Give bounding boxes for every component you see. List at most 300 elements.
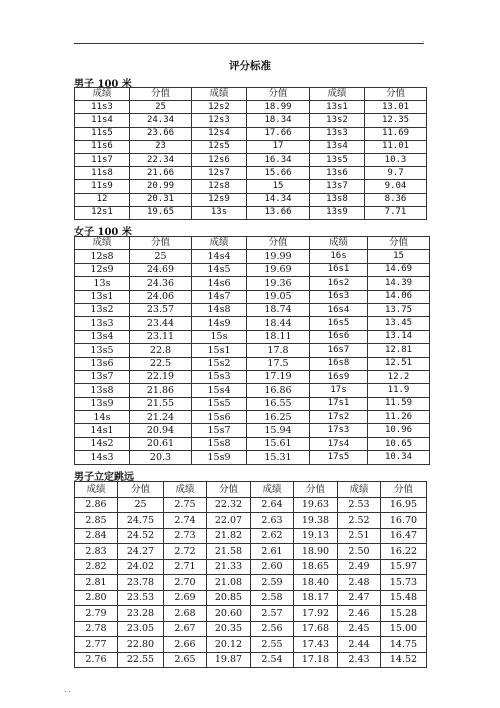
table-cell: 14s3 — [75, 451, 130, 464]
table-cell: 17s2 — [310, 411, 368, 424]
table-cell: 20.35 — [207, 621, 251, 637]
column-header: 成绩 — [75, 88, 130, 101]
table-cell: 15.28 — [381, 606, 427, 622]
table-row — [75, 575, 427, 591]
table-header-row — [75, 237, 430, 250]
table-cell: 21.66 — [130, 167, 192, 180]
table-cell: 14s — [75, 411, 130, 424]
table-cell: 21.82 — [207, 528, 251, 544]
table-cell: 18.65 — [294, 559, 338, 575]
column-header: 分值 — [368, 237, 430, 250]
table-cell: 13s — [192, 206, 247, 219]
table-row — [75, 140, 427, 153]
table-cell: 2.44 — [338, 637, 381, 653]
table-row — [75, 303, 430, 316]
table-cell: 2.86 — [75, 497, 118, 513]
table-cell: 17s4 — [310, 437, 368, 450]
table-cell: 2.78 — [75, 621, 118, 637]
table-cell: 2.55 — [251, 637, 294, 653]
column-header: 分值 — [118, 482, 164, 498]
table-cell: 17s5 — [310, 451, 368, 464]
table-cell: 17.18 — [294, 652, 338, 668]
table-cell: 22.19 — [130, 370, 192, 383]
table-cell: 2.51 — [338, 528, 381, 544]
table-cell: 2.70 — [164, 575, 207, 591]
table-cell: 23.05 — [118, 621, 164, 637]
table-row — [75, 101, 427, 114]
table-cell: 21.08 — [207, 575, 251, 591]
table-cell: 16s5 — [310, 317, 368, 330]
table-cell: 15 — [247, 180, 310, 193]
table-cell: 12s4 — [192, 127, 247, 140]
table-cell: 11s8 — [75, 167, 130, 180]
female-100m-label: 女子 100 米 — [74, 227, 132, 238]
table-row — [75, 180, 427, 193]
table-row — [75, 437, 430, 450]
table-cell: 11.01 — [365, 140, 427, 153]
table-cell: 16s3 — [310, 290, 368, 303]
table-cell: 19.69 — [247, 263, 310, 276]
table-row — [75, 606, 427, 622]
table-cell: 24.75 — [118, 513, 164, 529]
column-header: 成绩 — [310, 88, 365, 101]
table-cell: 11.9 — [368, 384, 430, 397]
table-cell: 13s6 — [75, 357, 130, 370]
table-cell: 2.43 — [338, 652, 381, 668]
table-cell: 13s4 — [310, 140, 365, 153]
table-cell: 18.44 — [247, 317, 310, 330]
table-cell: 15s8 — [192, 437, 247, 450]
page-title: 评分标准 — [229, 60, 271, 72]
table-row — [75, 397, 430, 410]
table-cell: 22.8 — [130, 344, 192, 357]
table-cell: 13s7 — [75, 370, 130, 383]
table-cell: 2.59 — [251, 575, 294, 591]
table-row — [75, 652, 427, 668]
table-cell: 2.58 — [251, 590, 294, 606]
table-cell: 13s9 — [310, 206, 365, 219]
female-100m-table — [74, 236, 430, 465]
table-cell: 20.85 — [207, 590, 251, 606]
table-cell: 19.13 — [294, 528, 338, 544]
table-cell: 2.54 — [251, 652, 294, 668]
column-header: 分值 — [207, 482, 251, 498]
table-cell: 15s — [192, 330, 247, 343]
table-row — [75, 290, 430, 303]
table-cell: 2.72 — [164, 544, 207, 560]
column-header: 成绩 — [164, 482, 207, 498]
table-row — [75, 451, 430, 464]
table-cell: 2.52 — [338, 513, 381, 529]
table-cell: 16.86 — [247, 384, 310, 397]
table-cell: 14.34 — [247, 193, 310, 206]
table-cell: 19.38 — [294, 513, 338, 529]
table-cell: 10.34 — [368, 451, 430, 464]
table-cell: 10.3 — [365, 153, 427, 166]
table-cell: 18.34 — [247, 114, 310, 127]
table-cell: 13s6 — [310, 167, 365, 180]
table-cell: 15.31 — [247, 451, 310, 464]
column-header: 分值 — [294, 482, 338, 498]
table-cell: 11.69 — [365, 127, 427, 140]
table-cell: 21.24 — [130, 411, 192, 424]
table-cell: 19.65 — [130, 206, 192, 219]
table-cell: 2.73 — [164, 528, 207, 544]
column-header: 分值 — [130, 237, 192, 250]
table-cell: 17s1 — [310, 397, 368, 410]
table-cell: 15s6 — [192, 411, 247, 424]
table-cell: 18.17 — [294, 590, 338, 606]
table-cell: 12s5 — [192, 140, 247, 153]
table-cell: 15.97 — [381, 559, 427, 575]
table-cell: 24.52 — [118, 528, 164, 544]
column-header: 成绩 — [75, 482, 118, 498]
table-cell: 2.82 — [75, 559, 118, 575]
table-cell: 13s7 — [310, 180, 365, 193]
table-cell: 20.31 — [130, 193, 192, 206]
table-cell: 13s4 — [75, 330, 130, 343]
table-cell: 25 — [118, 497, 164, 513]
table-cell: 24.06 — [130, 290, 192, 303]
table-cell: 20.61 — [130, 437, 192, 450]
table-cell: 10.65 — [368, 437, 430, 450]
table-header-row — [75, 88, 427, 101]
table-row — [75, 114, 427, 127]
table-cell: 16.47 — [381, 528, 427, 544]
table-cell: 13s3 — [310, 127, 365, 140]
table-row — [75, 528, 427, 544]
table-cell: 18.74 — [247, 303, 310, 316]
table-cell: 11.59 — [368, 397, 430, 410]
table-cell: 11s9 — [75, 180, 130, 193]
table-cell: 22.5 — [130, 357, 192, 370]
table-cell: 12s6 — [192, 153, 247, 166]
table-cell: 2.53 — [338, 497, 381, 513]
male-100m-table — [74, 87, 427, 220]
table-cell: 14.06 — [368, 290, 430, 303]
male-100m-label: 男子 100 米 — [74, 79, 132, 90]
table-cell: 14.75 — [381, 637, 427, 653]
table-cell: 17.19 — [247, 370, 310, 383]
table-cell: 14s9 — [192, 317, 247, 330]
table-cell: 2.71 — [164, 559, 207, 575]
table-row — [75, 330, 430, 343]
table-cell: 15s2 — [192, 357, 247, 370]
table-cell: 2.61 — [251, 544, 294, 560]
table-row — [75, 513, 427, 529]
table-cell: 19.63 — [294, 497, 338, 513]
header-mark: . — [422, 36, 425, 44]
table-cell: 12s2 — [192, 101, 247, 114]
table-row — [75, 357, 430, 370]
table-cell: 11s3 — [75, 101, 130, 114]
table-cell: 20.12 — [207, 637, 251, 653]
table-cell: 24.34 — [130, 114, 192, 127]
table-cell: 17.8 — [247, 344, 310, 357]
table-cell: 17.43 — [294, 637, 338, 653]
table-cell: 2.76 — [75, 652, 118, 668]
table-cell: 15s9 — [192, 451, 247, 464]
table-cell: 19.05 — [247, 290, 310, 303]
table-cell: 21.33 — [207, 559, 251, 575]
table-cell: 13s8 — [75, 384, 130, 397]
table-cell: 14s1 — [75, 424, 130, 437]
table-cell: 15.48 — [381, 590, 427, 606]
table-cell: 19.99 — [247, 250, 310, 263]
column-header: 成绩 — [251, 482, 294, 498]
table-cell: 2.74 — [164, 513, 207, 529]
table-row — [75, 277, 430, 290]
table-cell: 21.58 — [207, 544, 251, 560]
table-cell: 17s — [310, 384, 368, 397]
table-cell: 13.75 — [368, 303, 430, 316]
table-cell: 9.7 — [365, 167, 427, 180]
table-cell: 14s6 — [192, 277, 247, 290]
table-cell: 2.63 — [251, 513, 294, 529]
table-cell: 2.64 — [251, 497, 294, 513]
table-cell: 15.00 — [381, 621, 427, 637]
table-cell: 14.39 — [368, 277, 430, 290]
table-cell: 2.81 — [75, 575, 118, 591]
table-cell: 23.53 — [118, 590, 164, 606]
table-cell: 11s5 — [75, 127, 130, 140]
table-cell: 23.78 — [118, 575, 164, 591]
table-cell: 17.92 — [294, 606, 338, 622]
table-cell: 16.25 — [247, 411, 310, 424]
table-cell: 11s4 — [75, 114, 130, 127]
table-cell: 13s2 — [75, 303, 130, 316]
table-row — [75, 263, 430, 276]
male-long-jump-table — [74, 481, 427, 668]
table-cell: 2.75 — [164, 497, 207, 513]
column-header: 分值 — [130, 88, 192, 101]
table-cell: 16.70 — [381, 513, 427, 529]
column-header: 成绩 — [192, 237, 247, 250]
table-row — [75, 206, 427, 219]
table-cell: 2.77 — [75, 637, 118, 653]
table-cell: 18.99 — [247, 101, 310, 114]
table-cell: 11s7 — [75, 153, 130, 166]
table-row — [75, 193, 427, 206]
table-cell: 2.50 — [338, 544, 381, 560]
table-cell: 14s8 — [192, 303, 247, 316]
table-row — [75, 370, 430, 383]
table-row — [75, 621, 427, 637]
table-row — [75, 559, 427, 575]
table-cell: 25 — [130, 250, 192, 263]
table-cell: 11.26 — [368, 411, 430, 424]
male-long-jump-label: 男子立定跳远 — [74, 472, 134, 483]
table-cell: 16.95 — [381, 497, 427, 513]
table-cell: 2.85 — [75, 513, 118, 529]
table-cell: 13s2 — [310, 114, 365, 127]
table-cell: 8.36 — [365, 193, 427, 206]
table-cell: 13.66 — [247, 206, 310, 219]
table-cell: 24.27 — [118, 544, 164, 560]
table-cell: 16s9 — [310, 370, 368, 383]
table-cell: 11s6 — [75, 140, 130, 153]
table-cell: 16s8 — [310, 357, 368, 370]
table-row — [75, 411, 430, 424]
table-cell: 20.3 — [130, 451, 192, 464]
table-cell: 2.56 — [251, 621, 294, 637]
table-cell: 14.69 — [368, 263, 430, 276]
table-cell: 12s1 — [75, 206, 130, 219]
column-header: 分值 — [381, 482, 427, 498]
table-cell: 12s8 — [192, 180, 247, 193]
table-cell: 17.66 — [247, 127, 310, 140]
table-cell: 2.60 — [251, 559, 294, 575]
table-cell: 15s4 — [192, 384, 247, 397]
table-cell: 17 — [247, 140, 310, 153]
table-cell: 22.55 — [118, 652, 164, 668]
table-row — [75, 497, 427, 513]
table-cell: 10.96 — [368, 424, 430, 437]
table-cell: 13s1 — [310, 101, 365, 114]
table-cell: 21.86 — [130, 384, 192, 397]
table-cell: 23.66 — [130, 127, 192, 140]
table-cell: 22.80 — [118, 637, 164, 653]
table-cell: 20.60 — [207, 606, 251, 622]
table-cell: 15s5 — [192, 397, 247, 410]
table-cell: 15s1 — [192, 344, 247, 357]
table-cell: 14s4 — [192, 250, 247, 263]
table-cell: 12s9 — [192, 193, 247, 206]
table-cell: 13s — [75, 277, 130, 290]
table-cell: 9.04 — [365, 180, 427, 193]
table-cell: 16s1 — [310, 263, 368, 276]
table-cell: 14s2 — [75, 437, 130, 450]
table-row — [75, 344, 430, 357]
column-header: 成绩 — [75, 237, 130, 250]
table-cell: 2.84 — [75, 528, 118, 544]
table-cell: 24.02 — [118, 559, 164, 575]
table-cell: 24.69 — [130, 263, 192, 276]
table-cell: 15.66 — [247, 167, 310, 180]
table-row — [75, 384, 430, 397]
table-cell: 17.5 — [247, 357, 310, 370]
table-cell: 2.83 — [75, 544, 118, 560]
table-cell: 13s3 — [75, 317, 130, 330]
table-cell: 2.46 — [338, 606, 381, 622]
table-cell: 14.52 — [381, 652, 427, 668]
table-cell: 12s3 — [192, 114, 247, 127]
table-cell: 18.90 — [294, 544, 338, 560]
table-cell: 12s9 — [75, 263, 130, 276]
table-cell: 13s1 — [75, 290, 130, 303]
table-cell: 20.99 — [130, 180, 192, 193]
table-cell: 15.94 — [247, 424, 310, 437]
table-cell: 2.67 — [164, 621, 207, 637]
table-header-row — [75, 482, 427, 498]
table-cell: 16s7 — [310, 344, 368, 357]
table-cell: 16s4 — [310, 303, 368, 316]
table-cell: 16.22 — [381, 544, 427, 560]
table-cell: 16.55 — [247, 397, 310, 410]
table-cell: 18.40 — [294, 575, 338, 591]
table-cell: 2.62 — [251, 528, 294, 544]
table-cell: 23.57 — [130, 303, 192, 316]
column-header: 成绩 — [338, 482, 381, 498]
table-cell: 20.94 — [130, 424, 192, 437]
table-cell: 2.45 — [338, 621, 381, 637]
table-cell: 23.44 — [130, 317, 192, 330]
column-header: 成绩 — [192, 88, 247, 101]
table-row — [75, 590, 427, 606]
table-cell: 15.61 — [247, 437, 310, 450]
table-row — [75, 317, 430, 330]
table-cell: 21.55 — [130, 397, 192, 410]
table-cell: 25 — [130, 101, 192, 114]
table-cell: 15s7 — [192, 424, 247, 437]
table-cell: 15.73 — [381, 575, 427, 591]
table-cell: 24.36 — [130, 277, 192, 290]
column-header: 分值 — [365, 88, 427, 101]
table-cell: 15 — [368, 250, 430, 263]
table-cell: 17s3 — [310, 424, 368, 437]
table-cell: 15s3 — [192, 370, 247, 383]
page-footer-mark: . . — [64, 686, 71, 694]
table-cell: 12 — [75, 193, 130, 206]
table-cell: 12s7 — [192, 167, 247, 180]
table-cell: 2.66 — [164, 637, 207, 653]
table-cell: 23.28 — [118, 606, 164, 622]
table-cell: 2.79 — [75, 606, 118, 622]
column-header: 成绩 — [310, 237, 368, 250]
table-cell: 13s8 — [310, 193, 365, 206]
table-cell: 16s2 — [310, 277, 368, 290]
table-row — [75, 127, 427, 140]
table-cell: 19.36 — [247, 277, 310, 290]
table-cell: 12.35 — [365, 114, 427, 127]
table-cell: 18.11 — [247, 330, 310, 343]
table-cell: 16.34 — [247, 153, 310, 166]
table-row — [75, 637, 427, 653]
table-cell: 16s6 — [310, 330, 368, 343]
table-row — [75, 167, 427, 180]
table-row — [75, 153, 427, 166]
table-cell: 2.68 — [164, 606, 207, 622]
table-cell: 19.87 — [207, 652, 251, 668]
table-cell: 2.57 — [251, 606, 294, 622]
table-cell: 2.80 — [75, 590, 118, 606]
table-cell: 22.32 — [207, 497, 251, 513]
table-cell: 22.34 — [130, 153, 192, 166]
table-cell: 13s5 — [75, 344, 130, 357]
table-row — [75, 424, 430, 437]
table-row — [75, 250, 430, 263]
table-cell: 14s5 — [192, 263, 247, 276]
table-cell: 13.01 — [365, 101, 427, 114]
column-header: 分值 — [247, 237, 310, 250]
table-cell: 7.71 — [365, 206, 427, 219]
table-cell: 13s5 — [310, 153, 365, 166]
table-cell: 2.65 — [164, 652, 207, 668]
table-cell: 23.11 — [130, 330, 192, 343]
column-header: 分值 — [247, 88, 310, 101]
table-cell: 12.81 — [368, 344, 430, 357]
table-cell: 2.47 — [338, 590, 381, 606]
table-row — [75, 544, 427, 560]
table-cell: 23 — [130, 140, 192, 153]
table-cell: 12s8 — [75, 250, 130, 263]
header-rule — [74, 43, 424, 44]
table-cell: 2.49 — [338, 559, 381, 575]
table-cell: 13s9 — [75, 397, 130, 410]
table-cell: 17.68 — [294, 621, 338, 637]
table-cell: 22.07 — [207, 513, 251, 529]
table-cell: 12.2 — [368, 370, 430, 383]
